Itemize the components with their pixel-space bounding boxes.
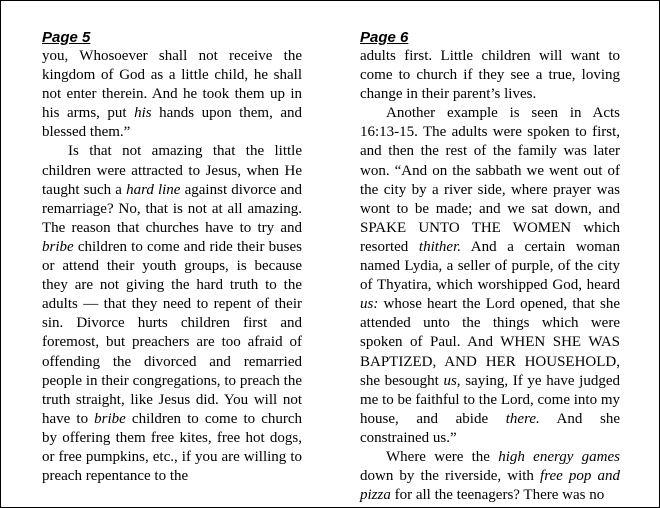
page-5-column [42, 29, 302, 486]
page-6-column [360, 29, 620, 505]
italic-run: high energy games [498, 448, 621, 465]
italic-run: his [134, 105, 152, 122]
italic-run: free pop and pizza [360, 468, 621, 504]
paragraph: you, Whosoever shall not receive the kingdom of God as a little child, he shall not enter therein. And he took them up in his arms, put his hands upon them, and blessed them.” [42, 48, 302, 141]
italic-run: hard line [126, 181, 181, 198]
italic-run: thither. [418, 238, 461, 255]
italic-run: there. [505, 410, 540, 427]
paragraph: adults first. Little children will want to come to church if they see a true, loving change in their parent’s lives. [360, 48, 620, 103]
italic-run: us: [360, 296, 379, 313]
italic-run: bribe [42, 238, 74, 255]
italic-run: bribe [94, 410, 126, 427]
paragraph: Another example is seen in Acts 16:13-15. The adults were spoken to first, and then the rest of the family was later won. “And on the sabbath we went out of the city by a river side, where prayer was wont to be made; and we sat down, and SPAKE UNTO THE WOMEN which resorted thither. And a certain woman named Lydia, a seller of purple, of the city of Thyatira, which worshipped God, heard us: whose heart the Lord opened, that she attended unto the things which were spoken of Paul. And WHEN SHE WAS BAPTIZED, AND HER HOUSEHOLD, she besought us, saying, If ye have judged me to be faithful to the Lord, come into my house, and abide there. And she constrained us.” [360, 105, 621, 446]
page-heading: Page 6 [360, 29, 409, 46]
page-heading: Page 5 [42, 29, 91, 46]
paragraph: Where were the high energy games down by the riverside, with free pop and pizza for all the teenagers? There was no [360, 448, 621, 504]
paragraph: Is that not amazing that the little children were attracted to Jesus, when He taught such a hard line against divorce and remarriage? No, that is not at all amazing. The reason that churches have to try and bribe children to come and ride their buses or attend their youth groups, is because they are not giving the hard truth to the adults — that they need to repent of their sin. Divorce hurts children first and foremost, but preachers are too afraid of offending the divorced and remarried people in their congregations, to preach the truth straight, like Jesus did. You will not have to bribe children to come to church by offering them free kites, free hot dogs, or free pumpkins, etc., if you are willing to preach repentance to the [42, 143, 303, 485]
italic-run: us, [443, 372, 461, 389]
